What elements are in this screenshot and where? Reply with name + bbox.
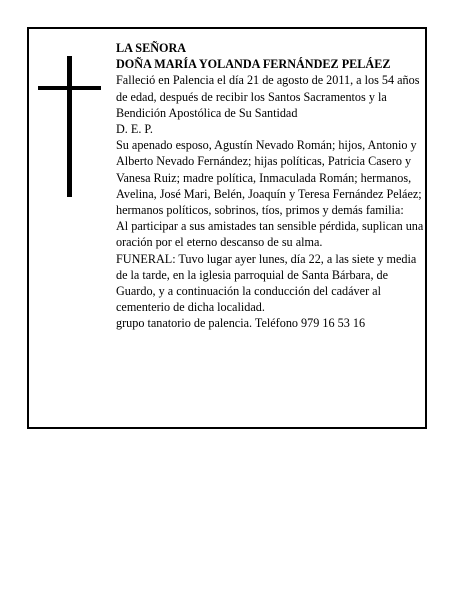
contact-line: grupo tanatorio de palencia. Teléfono 979 16 53 16 <box>116 316 366 331</box>
request-paragraph: Al participar a sus amistades tan sensible pérdida, suplican una oración por el eterno descanso de su alma. <box>116 219 424 250</box>
deceased-name: DOÑA MARÍA YOLANDA FERNÁNDEZ PELÁEZ <box>116 57 391 72</box>
title-line-1: LA SEÑORA <box>116 41 187 55</box>
funeral-paragraph: FUNERAL: Tuvo lugar ayer lunes, día 22, a las siete y media de la tarde, en la iglesia parroquial de Santa Bárbara, de Guardo, y a continuación la conducción del cadáver al cementerio de dicha localidad. <box>116 251 417 315</box>
obituary-notice <box>27 27 427 429</box>
cross-icon <box>67 56 72 197</box>
cross-icon-arm <box>38 86 101 90</box>
rip-line: D. E. P. <box>116 122 153 137</box>
family-paragraph: Su apenado esposo, Agustín Nevado Román; hijos, Antonio y Alberto Nevado Fernández; hijas políticas, Patricia Casero y Vanesa Ruiz; madre política, Inmaculada Román; hermanos, Avelina, José Mari, Belén, Joaquín y Teresa Fernández Peláez; hermanos políticos, sobrinos, tíos, primos y demás familia: <box>116 138 422 218</box>
death-paragraph: Falleció en Palencia el día 21 de agosto de 2011, a los 54 años de edad, después de recibir los Santos Sacramentos y la Bendición Apostólica de Su Santidad <box>116 73 420 120</box>
obituary-text <box>116 40 428 332</box>
